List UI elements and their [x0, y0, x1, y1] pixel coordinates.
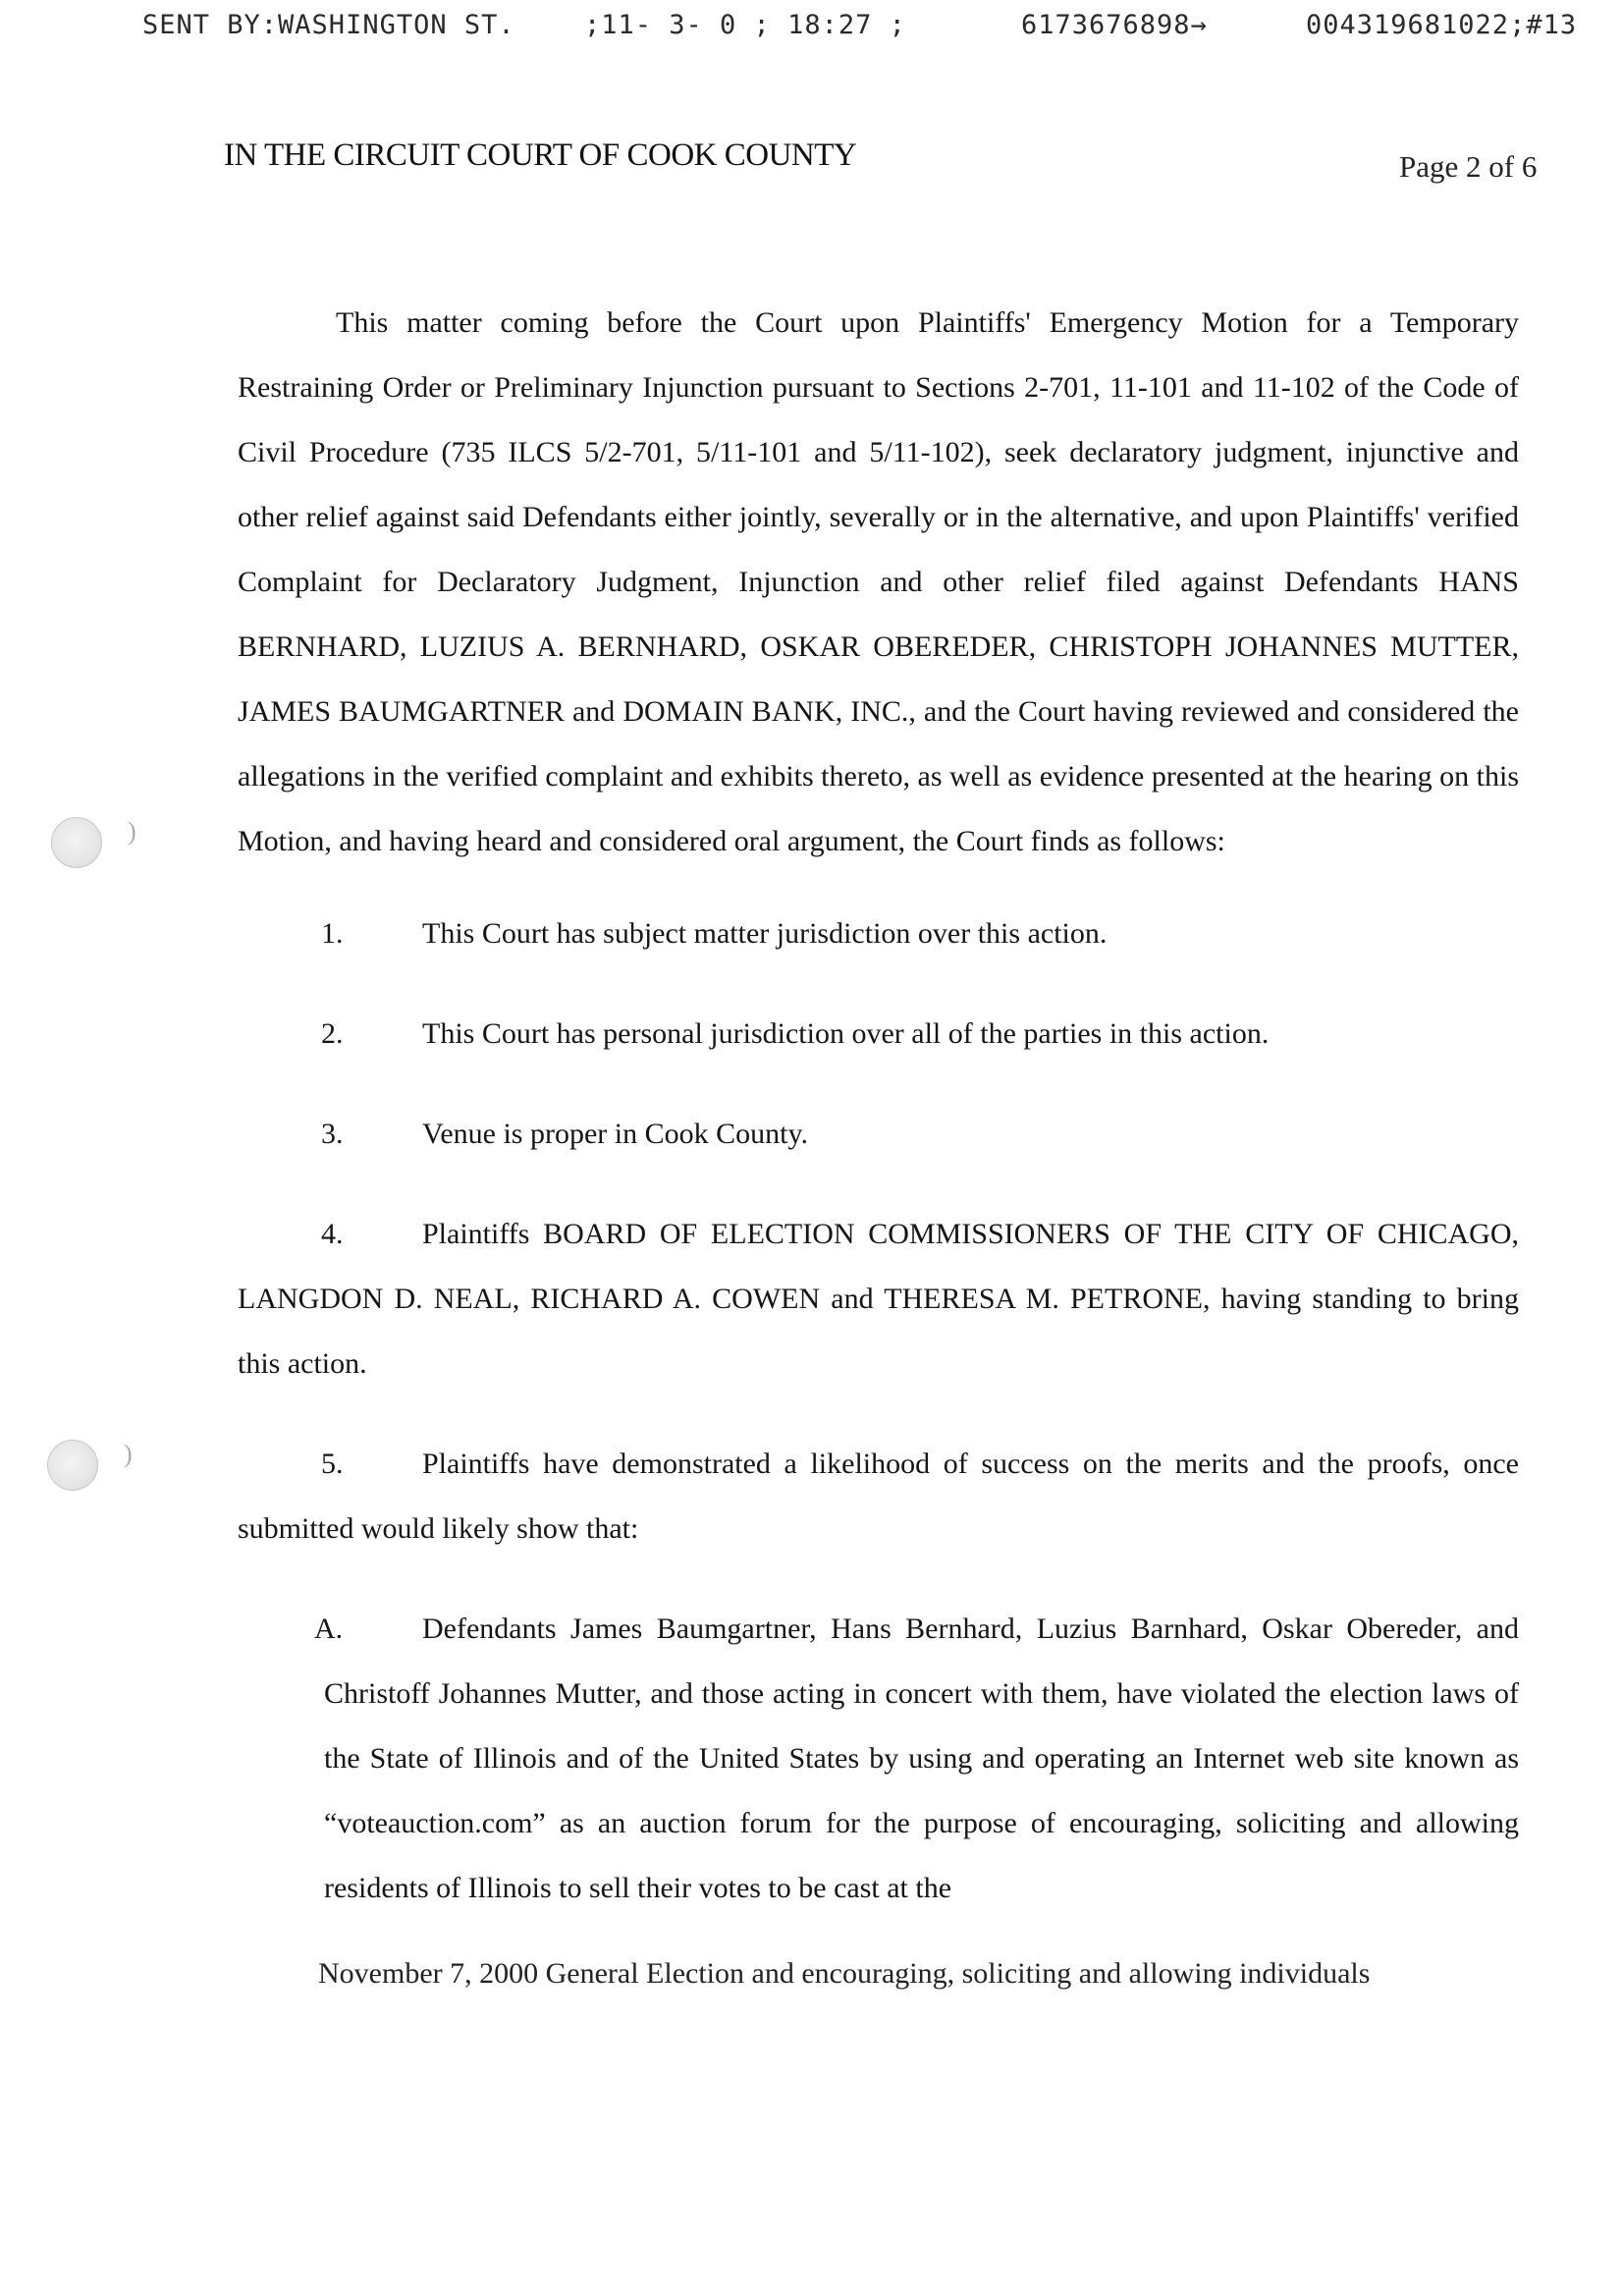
finding-text: This Court has subject matter jurisdiction over this action.	[422, 917, 1108, 950]
finding-number: 1.	[321, 917, 344, 950]
page-number: Page 2 of 6	[1399, 149, 1538, 184]
finding-text: Venue is proper in Cook County.	[422, 1118, 809, 1150]
finding-number: 4.	[321, 1218, 344, 1250]
finding-number: 2.	[321, 1017, 344, 1050]
fax-sender: SENT BY:WASHINGTON ST.	[142, 10, 515, 40]
finding-item	[238, 1102, 1519, 1167]
finding-item	[238, 1002, 1519, 1066]
truncated-text: November 7, 2000 General Election and encouraging, soliciting and allowing individuals	[318, 1957, 1371, 1990]
punch-hole	[51, 817, 102, 868]
subitem-text: Defendants James Baumgartner, Hans Bernhard, Luzius Barnhard, Oskar Obereder, and Christoff Johannes Mutter, and those acting in concert with them, have violated the election laws of the State of Illinois and of the United States by using and operating an Internet web site known as “voteauction.com” as an auction forum for the purpose of encouraging, soliciting and allowing residents of Illinois to sell their votes to be cast at the	[324, 1613, 1519, 1904]
fax-header	[142, 10, 1578, 45]
subitem-a	[314, 1597, 1519, 1921]
court-title: IN THE CIRCUIT COURT OF COOK COUNTY	[224, 137, 857, 173]
fax-phone: 6173676898→	[1021, 10, 1208, 40]
fax-date-time: ;11- 3- 0 ; 18:27 ;	[584, 10, 906, 40]
finding-text: Plaintiffs BOARD OF ELECTION COMMISSIONERS OF THE CITY OF CHICAGO, LANGDON D. NEAL, RICHARD A. COWEN and THERESA M. PETRONE, having standing to bring this action.	[238, 1218, 1519, 1380]
finding-number: 5.	[321, 1448, 344, 1480]
finding-text: Plaintiffs have demonstrated a likelihood of success on the merits and the proofs, once submitted would likely show that:	[238, 1448, 1519, 1545]
finding-text: This Court has personal jurisdiction over all of the parties in this action.	[422, 1017, 1270, 1050]
punch-hole	[47, 1440, 98, 1491]
finding-number: 3.	[321, 1118, 344, 1150]
subitem-letter: A.	[314, 1613, 344, 1645]
finding-item	[238, 1202, 1519, 1396]
punch-hole-mark: )	[124, 1440, 133, 1468]
order-body	[238, 291, 1519, 1921]
finding-item	[238, 1432, 1519, 1561]
findings-list	[238, 902, 1519, 1561]
truncated-line	[318, 1959, 1521, 1993]
fax-code: 004319681022;#13	[1306, 10, 1578, 40]
finding-item	[238, 902, 1519, 966]
intro-paragraph: This matter coming before the Court upon Plaintiffs' Emergency Motion for a Temporary Restraining Order or Preliminary Injunction pursuant to Sections 2-701, 11-101 and 11-102 of the Code of Civil Procedure (735 ILCS 5/2-701, 5/11-101 and 5/11-102), seek declaratory judgment, injunctive and other relief against said Defendants either jointly, severally or in the alternative, and upon Plaintiffs' verified Complaint for Declaratory Judgment, Injunction and other relief filed against Defendants HANS BERNHARD, LUZIUS A. BERNHARD, OSKAR OBEREDER, CHRISTOPH JOHANNES MUTTER, JAMES BAUMGARTNER and DOMAIN BANK, INC., and the Court having reviewed and considered the allegations in the verified complaint and exhibits thereto, as well as evidence presented at the hearing on this Motion, and having heard and considered oral argument, the Court finds as follows:	[238, 306, 1519, 857]
punch-hole-mark: )	[128, 817, 136, 846]
